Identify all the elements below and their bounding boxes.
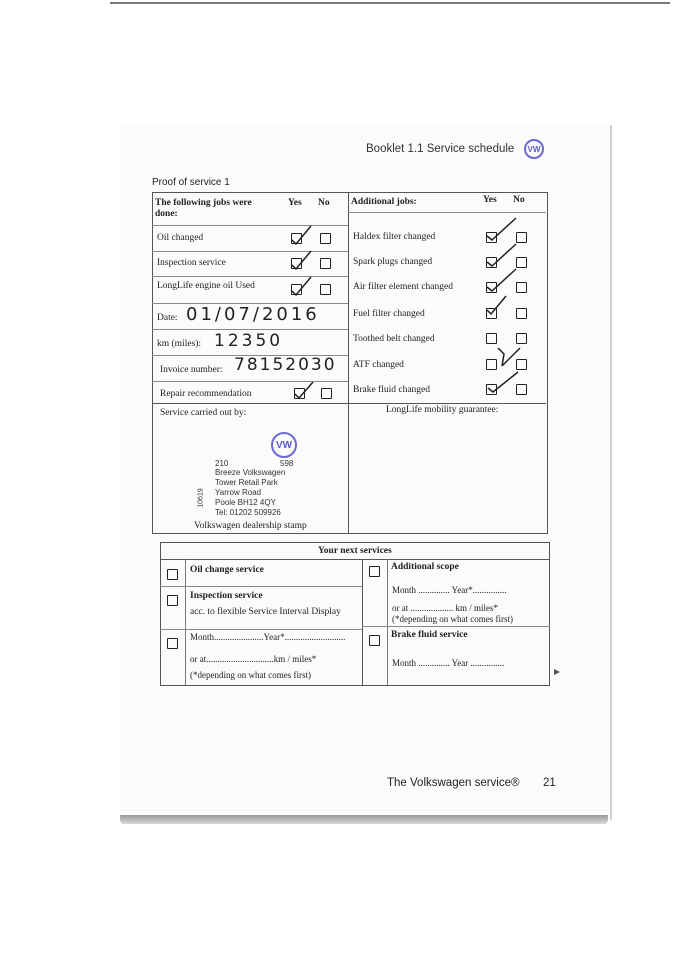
check-mark-icon [484, 216, 518, 242]
divider [152, 381, 348, 382]
vw-stamp-logo-icon: VW [271, 432, 297, 458]
divider [152, 403, 546, 404]
divider [152, 329, 348, 330]
job-air-filter: Air filter element changed [353, 282, 453, 292]
month-year-checkbox[interactable] [167, 638, 178, 649]
check-mark-icon [289, 275, 315, 297]
next-page-arrow-icon [553, 668, 561, 676]
check-mark-icon [484, 242, 518, 268]
stamp-address-2: Yarrow Road [215, 488, 262, 497]
belt-yes-checkbox[interactable] [486, 333, 497, 344]
divider [152, 276, 348, 277]
right-no-label: No [513, 195, 525, 205]
divider [362, 559, 363, 685]
repair-label: Repair recommendation [160, 389, 252, 399]
left-no-label: No [318, 198, 330, 208]
inspection-sub-label: acc. to flexible Service Interval Display [190, 607, 341, 617]
left-yes-label: Yes [288, 198, 302, 208]
job-oil-changed: Oil changed [157, 233, 204, 243]
or-at-right[interactable]: or at ................... km / miles* [392, 603, 498, 613]
page-edge [120, 815, 608, 824]
divider [152, 251, 348, 252]
stamp-address-3: Poole BH12 4QY [215, 498, 276, 507]
job-atf: ATF changed [353, 360, 404, 370]
divider [160, 559, 550, 560]
inspection-no-checkbox[interactable] [320, 258, 331, 269]
inspection-service-label: Inspection service [190, 591, 263, 601]
proof-title: Proof of service 1 [152, 177, 230, 188]
left-heading: The following jobs were done: [155, 198, 252, 219]
stamp-phone: Tel: 01202 509926 [215, 508, 281, 517]
divider [185, 559, 186, 685]
depending-right: (*depending on what comes first) [392, 614, 513, 624]
next-services-title: Your next services [318, 546, 392, 556]
check-mark-icon [486, 368, 520, 394]
oil-change-service-checkbox[interactable] [167, 569, 178, 580]
stamp-address-1: Tower Retail Park [215, 478, 278, 487]
job-inspection-service: Inspection service [157, 258, 226, 268]
oil-change-service-label: Oil change service [190, 565, 264, 575]
job-haldex: Haldex filter changed [353, 232, 436, 242]
inspection-service-checkbox[interactable] [167, 595, 178, 606]
check-mark-icon [496, 344, 522, 370]
invoice-label: Invoice number: [160, 365, 223, 375]
right-heading: Additional jobs: [351, 197, 417, 207]
depending-left: (*depending on what comes first) [190, 670, 311, 680]
vw-logo-icon: VW [524, 139, 544, 159]
stamp-code-left: 210 [215, 459, 229, 468]
fuel-no-checkbox[interactable] [516, 308, 527, 319]
divider [152, 225, 348, 226]
job-spark-plugs: Spark plugs changed [353, 257, 433, 267]
booklet-title: Booklet 1.1 Service schedule [366, 143, 515, 155]
scan-top-edge [110, 2, 670, 4]
page-number: 21 [543, 777, 556, 789]
date-value[interactable]: 01/07/2016 [186, 304, 320, 325]
stamp-side-code: 10619 [197, 488, 205, 508]
check-mark-icon [289, 224, 315, 246]
check-mark-icon [289, 249, 315, 271]
divider [387, 559, 388, 685]
check-mark-icon [484, 267, 518, 293]
or-at-left[interactable]: or at..............................km / miles* [190, 654, 317, 664]
job-longlife-oil: LongLife engine oil Used [157, 281, 255, 291]
check-mark-icon [292, 380, 316, 400]
check-mark-icon [484, 294, 508, 316]
month-year-right[interactable]: Month .............. Year*............... [392, 585, 507, 595]
repair-no-checkbox[interactable] [321, 388, 332, 399]
additional-scope-checkbox[interactable] [369, 566, 380, 577]
stamp-code-right: 598 [280, 459, 294, 468]
additional-scope-label: Additional scope [391, 562, 459, 572]
brake-fluid-service-checkbox[interactable] [369, 635, 380, 646]
divider [160, 629, 362, 630]
km-label: km (miles): [157, 339, 202, 349]
date-label: Date: [157, 313, 178, 323]
stamp-caption: Volkswagen dealership stamp [194, 521, 307, 531]
guarantee-label: LongLife mobility guarantee: [386, 405, 499, 415]
invoice-value[interactable]: 78152030 [234, 355, 337, 375]
oil-no-checkbox[interactable] [320, 233, 331, 244]
km-value[interactable]: 12350 [214, 331, 284, 351]
carried-out-label: Service carried out by: [160, 408, 247, 418]
belt-no-checkbox[interactable] [516, 333, 527, 344]
right-yes-label: Yes [483, 195, 497, 205]
month-year-left[interactable]: Month......................Year*........................... [190, 632, 346, 642]
stamp-dealer-name: Breeze Volkswagen [215, 468, 286, 477]
footer-text: The Volkswagen service® [387, 777, 520, 789]
divider [362, 626, 550, 627]
job-brake-fluid: Brake fluid changed [353, 385, 431, 395]
job-fuel-filter: Fuel filter changed [353, 309, 425, 319]
divider [348, 212, 546, 213]
column-divider [348, 192, 349, 533]
month-year-brake[interactable]: Month .............. Year ............... [392, 658, 505, 668]
brake-fluid-service-label: Brake fluid service [391, 630, 468, 640]
job-toothed-belt: Toothed belt changed [353, 334, 435, 344]
divider [160, 586, 362, 587]
longlife-no-checkbox[interactable] [320, 284, 331, 295]
